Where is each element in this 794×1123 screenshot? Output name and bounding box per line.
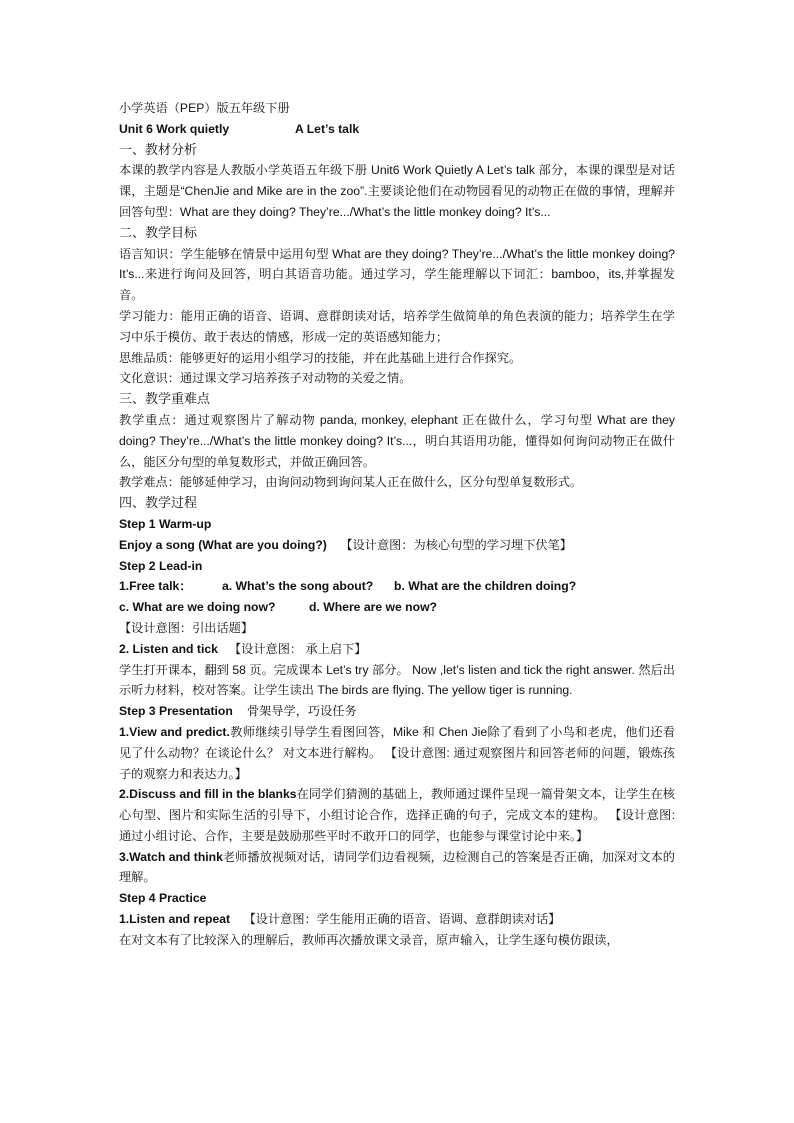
paragraph-language-knowledge: 语言知识：学生能够在情景中运用句型 What are they doing? They’re.../What’s the little monkey doing? It’s...来进行询问及回答，明白其语音功能。通过学习，学生能理解以下词汇：bamboo，its,并掌握发音。 (119, 246, 675, 303)
listen-repeat-intent: 【设计意图：学生能用正确的语音、语调、意群朗读对话】 (243, 912, 561, 927)
discuss-fill-text: 在同学们猜测的基础上，教师通过课件呈现一篇骨架文本，让学生在核心句型、图片和实际生活的引导下，小组讨论合作，选择正确的句子，完成文本的建构。 【设计意图: 通过小组讨论、合作，主要是鼓励那些平时不敢开口的同学，也能参与课堂讨论中来。】 (119, 787, 675, 843)
question-d: d. Where are we now? (309, 600, 437, 615)
question-a: a. What’s the song about? (222, 579, 374, 594)
step3-heading: Step 3 Presentation (119, 704, 233, 719)
discuss-fill-label: 2.Discuss and fill in the blanks (119, 787, 297, 802)
paragraph-difficult-point: 教学难点：能够延伸学习，由询问动物到询问某人正在做什么，区分句型单复数形式。 (119, 475, 583, 490)
heading-process: 四、教学过程 (119, 495, 198, 511)
paragraph-listen-repeat: 在对文本有了比较深入的理解后，教师再次播放课文录音，原声输入，让学生逐句模仿跟读， (119, 932, 619, 947)
question-b: b. What are the children doing? (394, 579, 577, 594)
section-title: A Let’s talk (295, 121, 360, 136)
paragraph-watch-think (119, 847, 675, 889)
document-title: 小学英语（PEP）版五年级下册 (119, 101, 290, 115)
question-c: c. What are we doing now? (119, 600, 276, 615)
paragraph-cultural-awareness: 文化意识：通过课文学习培养孩子对动物的关爱之情。 (119, 371, 412, 386)
paragraph-listen-tick: 学生打开课本，翻到 58 页。完成课本 Let’s try 部分。 Now ,let’s listen and tick the right answer. 然后出示听力材料，校对答案。让学生读出 The birds are flying. The yellow tiger is running. (119, 662, 675, 698)
step1-song: Enjoy a song (What are you doing?) (119, 537, 327, 552)
step1-row (119, 535, 675, 556)
paragraph-discuss-fill (119, 784, 675, 846)
heading-key-points: 三、教学重难点 (119, 391, 211, 407)
step2-heading: Step 2 Lead-in (119, 558, 203, 573)
paragraph-analysis: 本课的教学内容是人教版小学英语五年级下册 Unit6 Work Quietly A Let’s talk 部分，本课的课型是对话课，主题是“ChenJie and Mike are in the zoo”.主要谈论他们在动物园看见的动物正在做的事情，理解并回答句型：What are they doing? They’re.../What’s the little monkey doing? It’s... (119, 163, 675, 219)
free-talk-row (119, 576, 675, 597)
listen-repeat-label: 1.Listen and repeat (119, 912, 231, 927)
free-talk-label: 1.Free talk： (119, 579, 192, 594)
step1-heading: Step 1 Warm-up (119, 516, 212, 531)
step1-intent: 【设计意图：为核心句型的学习埋下伏笔】 (340, 537, 572, 552)
paragraph-thinking-quality: 思维品质：能够更好的运用小组学习的技能，并在此基础上进行合作探究。 (119, 350, 522, 365)
step4-heading: Step 4 Practice (119, 891, 207, 906)
document-page (119, 98, 675, 951)
unit-heading (119, 119, 675, 140)
listen-tick-row (119, 639, 675, 660)
heading-objectives: 二、教学目标 (119, 224, 198, 240)
questions-row (119, 597, 675, 618)
view-predict-text: 教师继续引导学生看图回答，Mike 和 Chen Jie除了看到了小鸟和老虎，他们还看见了什么动物？在谈论什么？ 对文本进行解构。 【设计意图: 通过观察图片和回答老师的问题，锻炼孩子的观察力和表达力。】 (119, 724, 675, 781)
heading-analysis: 一、教材分析 (119, 141, 198, 157)
paragraph-view-predict (119, 722, 675, 784)
paragraph-learning-ability: 学习能力：能用正确的语音、语调、意群朗读对话，培养学生做简单的角色表演的能力；培养学生在学习中乐于模仿、敢于表达的情感，形成一定的英语感知能力； (119, 308, 675, 344)
watch-think-text: 老师播放视频对话，请同学们边看视频，边检测自己的答案是否正确，加深对文本的理解。 (119, 849, 675, 885)
listen-repeat-row (119, 909, 675, 930)
listen-tick-intent: 【设计意图： 承上启下】 (229, 641, 367, 656)
step3-row (119, 701, 675, 722)
paragraph-key-point: 教学重点：通过观察图片了解动物 panda, monkey, elephant 正在做什么，学习句型 What are they doing? They’re.../What’s the little monkey doing? It’s...，明白其语用功能，懂得如何询问动物正在做什么，能区分句型的单复数形式，并做正确回答。 (119, 412, 675, 469)
step2-intent: 【设计意图：引出话题】 (119, 620, 254, 635)
unit-title: Unit 6 Work quietly (119, 121, 230, 136)
listen-tick-label: 2. Listen and tick (119, 641, 218, 656)
step3-subtitle: 骨架导学，巧设任务 (247, 704, 357, 719)
view-predict-label: 1.View and predict. (119, 724, 230, 739)
watch-think-label: 3.Watch and think (119, 849, 223, 864)
